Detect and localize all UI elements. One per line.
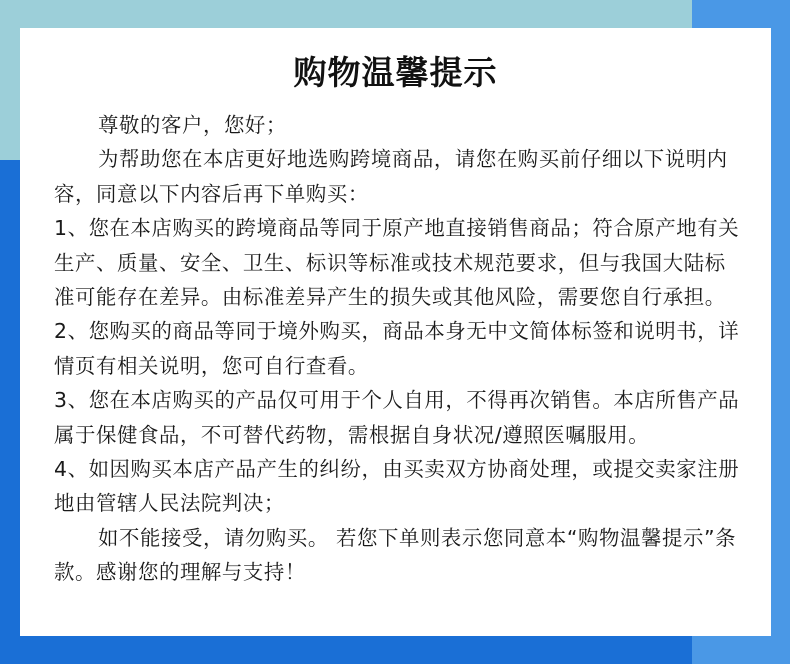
notice-body xyxy=(54,108,744,590)
notice-item-3: 3、您在本店购买的产品仅可用于个人自用，不得再次销售。本店所售产品属于保健食品，不可替代药物，需根据自身状况/遵照医嘱服用。 xyxy=(54,388,740,447)
closing-paragraph: 如不能接受，请勿购买。 若您下单则表示您同意本“购物温馨提示”条款。感谢您的理解与支持！ xyxy=(54,525,737,585)
notice-title: 购物温馨提示 xyxy=(293,53,498,92)
intro-paragraph: 为帮助您在本店更好地选购跨境商品，请您在购买前仔细以下说明内容，同意以下内容后再下单购买： xyxy=(54,147,728,206)
notice-item-1: 1、您在本店购买的跨境商品等同于原产地直接销售商品；符合原产地有关生产、质量、安全、卫生、标识等标准或技术规范要求，但与我国大陆标准可能存在差异。由标准差异产生的损失或其他风险，需要您自行承担。 xyxy=(54,216,740,310)
greeting-text: 尊敬的客户，您好； xyxy=(98,113,287,137)
notice-item-2: 2、您购买的商品等同于境外购买，商品本身无中文简体标签和说明书，详情页有相关说明，您可自行查看。 xyxy=(54,319,740,378)
notice-item-4: 4、如因购买本店产品产生的纠纷，由买卖双方协商处理，或提交卖家注册地由管辖人民法院判决； xyxy=(54,457,740,516)
notice-card xyxy=(20,28,771,636)
